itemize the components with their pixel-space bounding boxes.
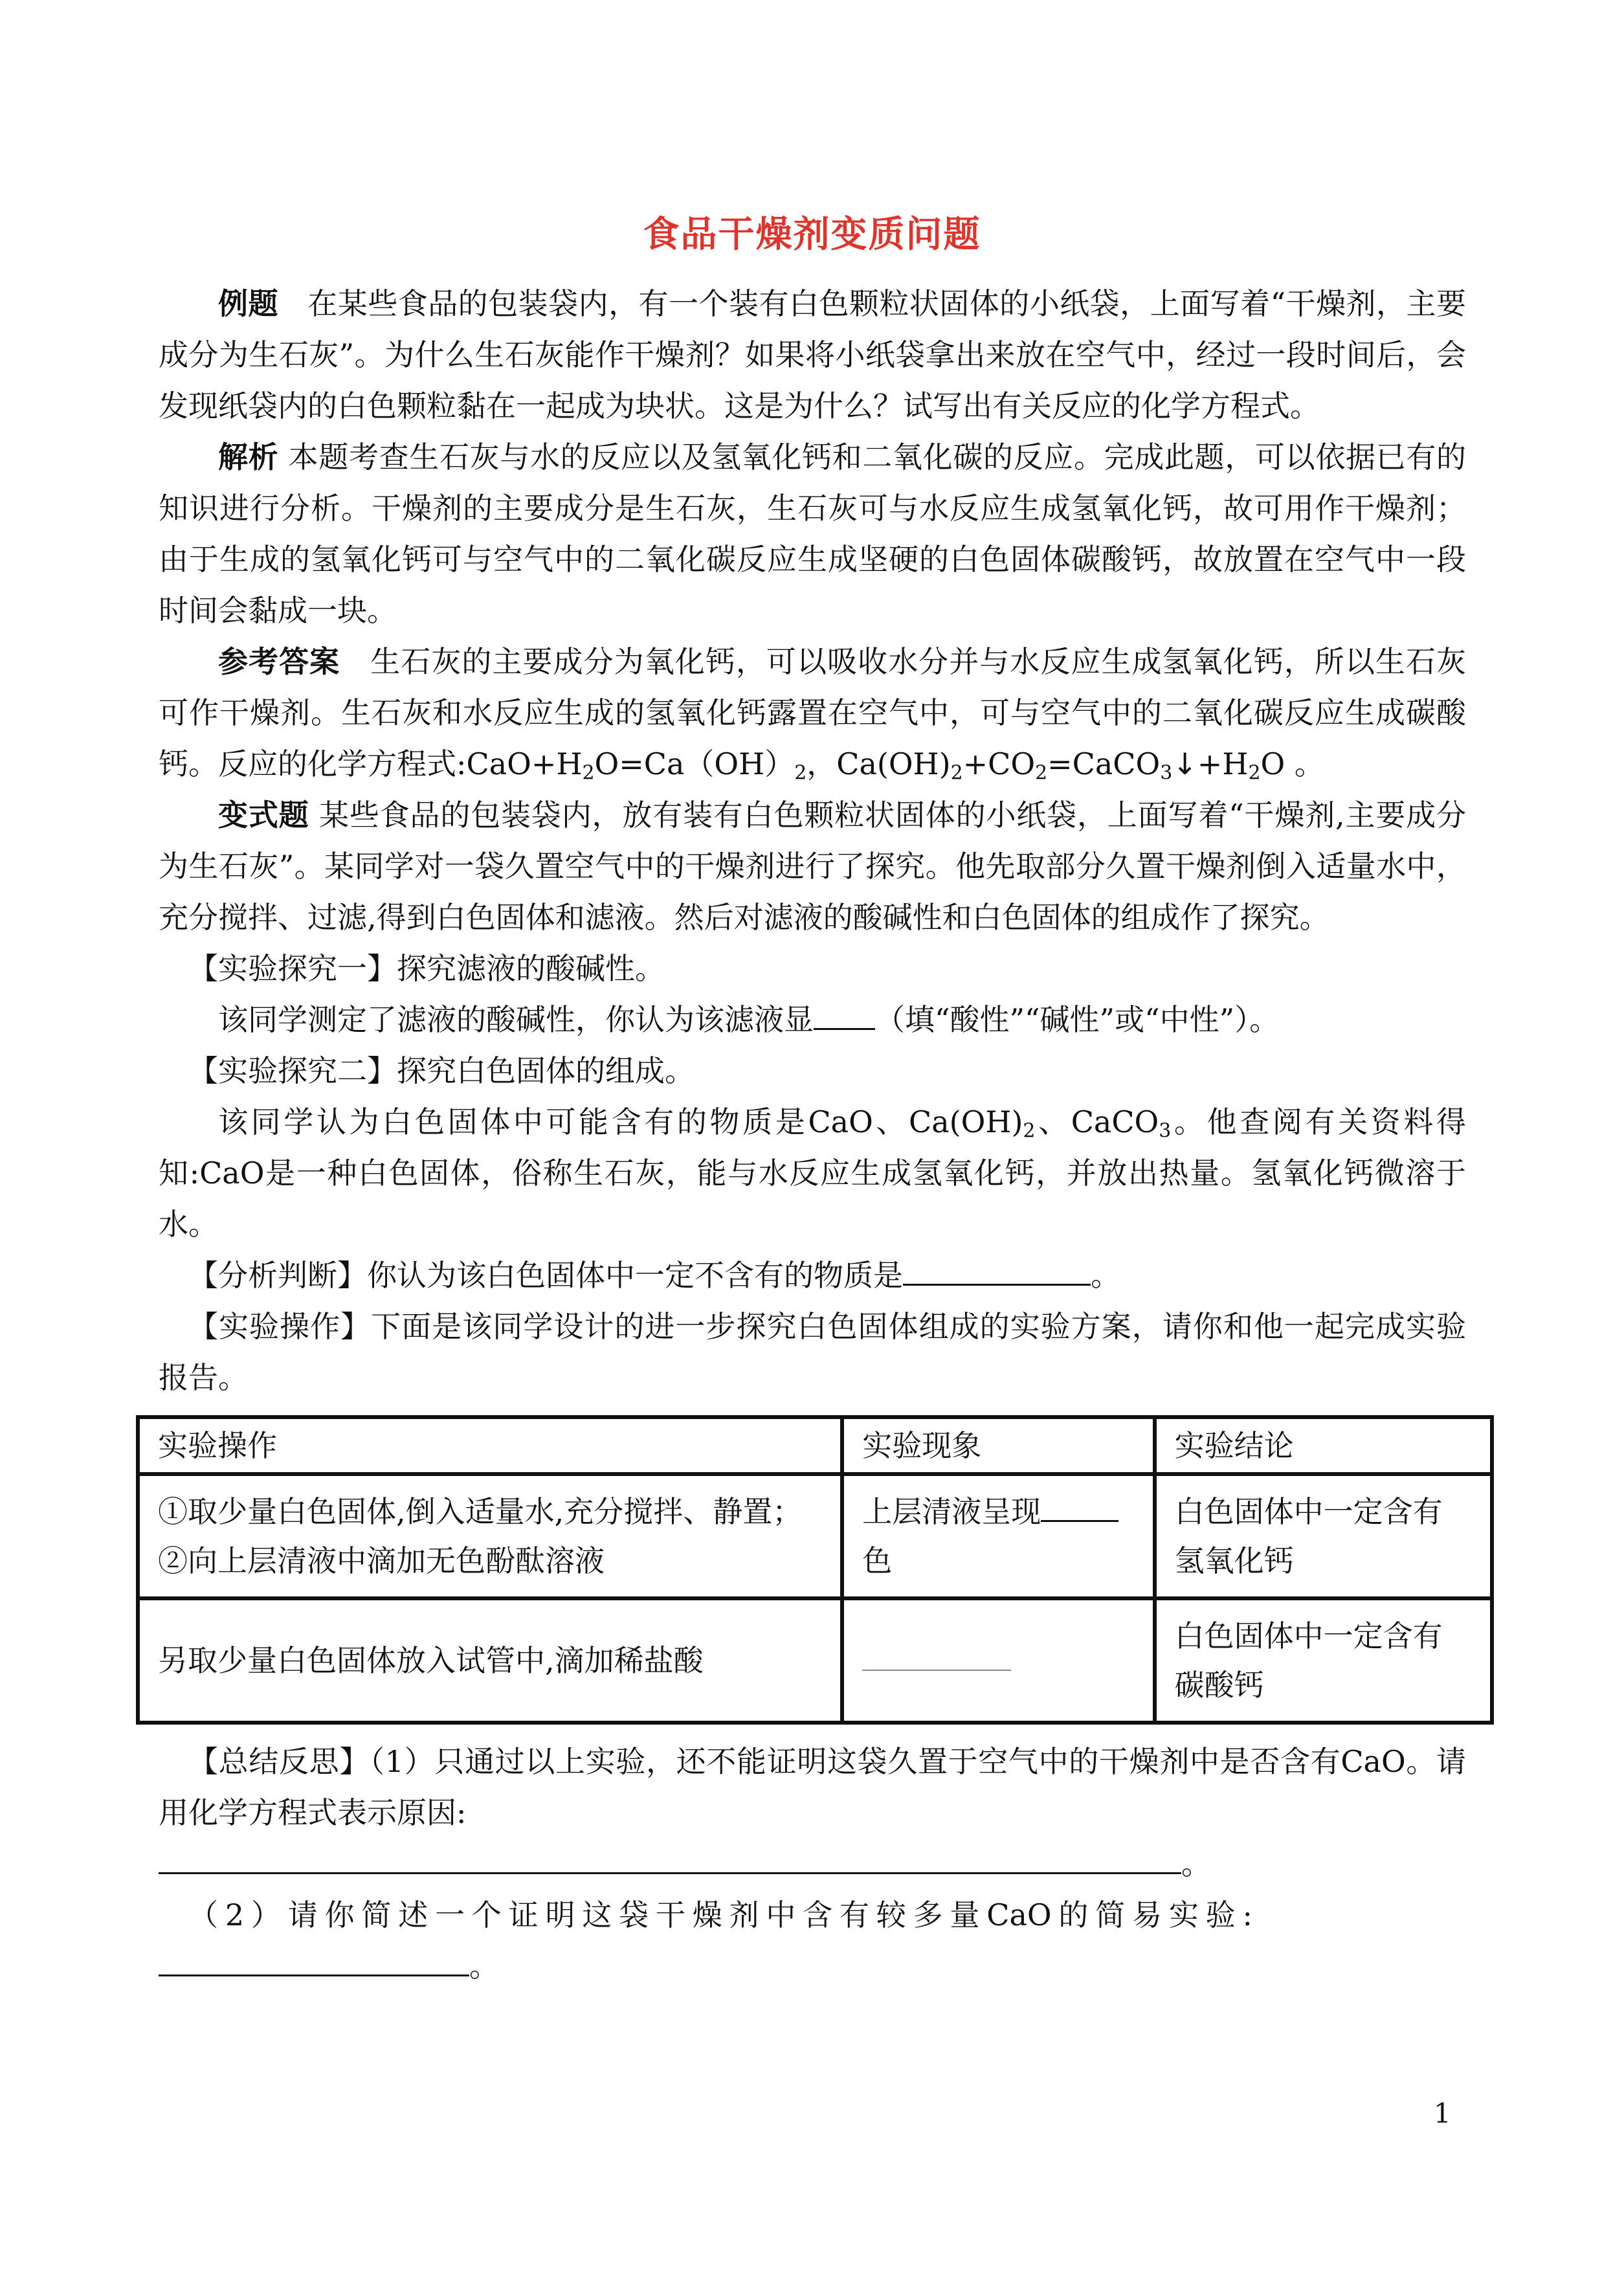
phenomenon-answer-blank[interactable] xyxy=(862,1640,1011,1671)
row1-operation: ①取少量白色固体,倒入适量水,充分搅拌、静置；②向上层清液中滴加无色酚酞溶液 xyxy=(138,1474,842,1598)
equation-answer-blank[interactable] xyxy=(159,1840,1181,1874)
row1-phenomenon: 上层清液呈现色 xyxy=(842,1474,1154,1598)
header-conclusion: 实验结论 xyxy=(1155,1417,1492,1474)
color-answer-blank[interactable] xyxy=(1041,1488,1118,1522)
variant-paragraph xyxy=(159,790,1466,943)
row2-conclusion: 白色固体中一定含有碳酸钙 xyxy=(1155,1598,1492,1723)
exp1-question: 该同学测定了滤液的酸碱性，你认为该滤液显 （填“酸性”“碱性”或“中性”）。 xyxy=(159,994,1466,1046)
document-body xyxy=(159,278,1466,1992)
exp2-paragraph: 该同学认为白色固体中可能含有的物质是CaO、$Ca(OH)_2$、CaCO$_3$。他查阅有关资料得知:CaO是一种白色固体，俗称生石灰，能与水反应生成氢氧化钙，并放出热量。氢氧化钙微溶于水。 xyxy=(159,1104,1467,1242)
answer-paragraph: 参考答案 生石灰的主要成分为氧化钙，可以吸收水分并与水反应生成氢氧化钙，所以生石灰可作干燥剂。生石灰和水反应生成的氢氧化钙露置在空气中，可与空气中的二氧化碳反应生成碳酸钙。反应的化学方程式$:CaO+H_2O=Ca(OH)_2$，$Ca(OH)_2+CO_2=CaCO_3↓+H_2O$ 。 xyxy=(159,644,1467,785)
operation-paragraph: 【实验操作】下面是该同学设计的进一步探究白色固体组成的实验方案，请你和他一起完成实验报告。 xyxy=(159,1309,1466,1395)
experiment-report-table xyxy=(136,1415,1494,1725)
row2-phenomenon xyxy=(842,1598,1154,1723)
equation-1: $CaO+H_2O=Ca(OH)_2$ xyxy=(466,746,807,785)
table-header-row xyxy=(138,1417,1492,1474)
analysis-text: 本题考查生石灰与水的反应以及氢氧化钙和二氧化碳的反应。完成此题，可以依据已有的知识进行分析。干燥剂的主要成分是生石灰，生石灰可与水反应生成氢氧化钙，故可用作干燥剂；由于生成的氢氧化钙可与空气中的二氧化碳反应生成坚硬的白色固体碳酸钙，故放置在空气中一段时间会黏成一块。 xyxy=(159,440,1467,628)
row1-conclusion: 白色固体中一定含有氢氧化钙 xyxy=(1155,1474,1492,1598)
exp2-heading: 【实验探究二】探究白色固体的组成。 xyxy=(188,1053,695,1088)
precipitate-arrow-icon: ↓ xyxy=(1172,746,1197,781)
table-row xyxy=(138,1598,1492,1723)
equation-2: $Ca(OH)_2+CO_2=CaCO_3↓+H_2O$ 。 xyxy=(836,746,1324,785)
example-label: 例题 xyxy=(218,286,278,321)
experiment-answer-blank[interactable] xyxy=(159,1942,469,1976)
analysis-paragraph xyxy=(159,432,1466,636)
page-title: 食品干燥剂变质问题 xyxy=(643,214,981,256)
summary-question-1: 【总结反思】（1）只通过以上实验，还不能证明这袋久置于空气中的干燥剂中是否含有CaO。请用化学方程式表示原因: xyxy=(159,1744,1466,1830)
judge-answer-blank[interactable] xyxy=(903,1251,1091,1286)
example-text: 在某些食品的包装袋内，有一个装有白色颗粒状固体的小纸袋，上面写着“干燥剂，主要成分为生石灰”。为什么生石灰能作干燥剂？如果将小纸袋拿出来放在空气中，经过一段时间后，会发现纸袋内的白色颗粒黏在一起成为块状。这是为什么？试写出有关反应的化学方程式。 xyxy=(159,286,1466,423)
exp1-answer-blank[interactable] xyxy=(814,996,875,1030)
header-phenomenon: 实验现象 xyxy=(842,1417,1154,1474)
analysis-label: 解析 xyxy=(218,440,279,475)
judge-question: 【分析判断】你认为该白色固体中一定不含有的物质是 。 xyxy=(159,1250,1466,1301)
variant-label: 变式题 xyxy=(218,798,309,833)
row2-operation: 另取少量白色固体放入试管中,滴加稀盐酸 xyxy=(138,1598,842,1723)
page-number: 1 xyxy=(1434,2097,1451,2129)
variant-text: 某些食品的包装袋内，放有装有白色颗粒状固体的小纸袋，上面写着“干燥剂,主要成分为生石灰”。某同学对一袋久置空气中的干燥剂进行了探究。他先取部分久置干燥剂倒入适量水中，充分搅拌、过滤,得到白色固体和滤液。然后对滤液的酸碱性和白色固体的组成作了探究。 xyxy=(159,798,1467,935)
summary-answer-line-1: 。 xyxy=(159,1839,1466,1890)
example-paragraph xyxy=(159,278,1466,432)
exp1-heading: 【实验探究一】探究滤液的酸碱性。 xyxy=(188,951,665,986)
answer-text: 生石灰的主要成分为氧化钙，可以吸收水分并与水反应生成氢氧化钙，所以生石灰可作干燥剂。生石灰和水反应生成的氢氧化钙露置在空气中，可与空气中的二氧化碳反应生成碳酸钙。反应的化学方程式: xyxy=(159,644,1467,781)
table-row xyxy=(138,1474,1492,1598)
header-operation: 实验操作 xyxy=(138,1417,842,1474)
summary-question-2: （2）请你简述一个证明这袋干燥剂中含有较多量CaO的简易实验:。 xyxy=(159,1890,1466,1992)
answer-label: 参考答案 xyxy=(218,644,340,679)
